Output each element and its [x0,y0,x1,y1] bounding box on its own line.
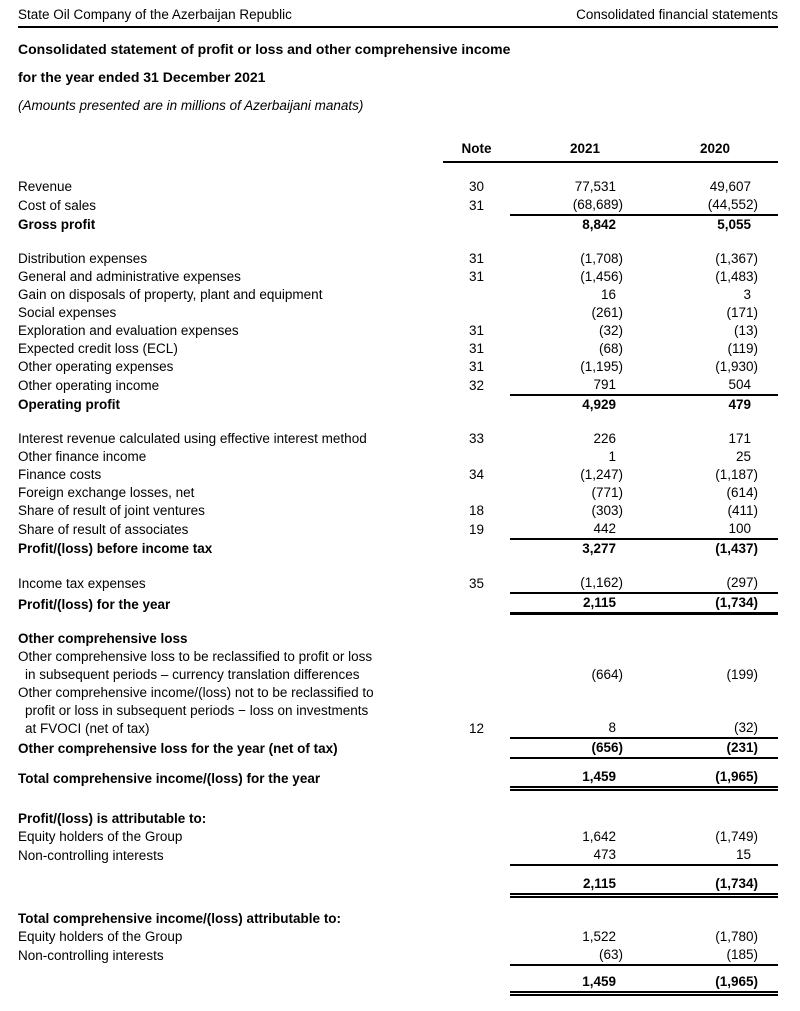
statement-row [18,196,778,215]
column-header-2020: 2020 [625,140,778,162]
statement-row [18,768,778,789]
row-label: Other operating income [18,378,160,393]
statement-row [18,178,778,196]
row-value-2021: 2,115 [510,875,625,896]
row-value-2020 [625,630,778,648]
row-label [18,973,443,994]
row-value-2020: (614) [726,485,758,500]
row-label: Gross profit [18,217,96,232]
row-note-ref: 31 [468,198,485,213]
statement-row [18,268,778,286]
statement-row [18,322,778,340]
row-label: Other operating expenses [18,359,174,374]
row-value-2021: 473 [510,846,625,865]
row-note-ref [443,484,510,502]
row-note-ref [443,946,510,965]
row-value-2021: (1,195) [580,359,623,374]
row-value-2020: 15 [625,846,778,865]
row-value-2021: 791 [510,376,625,395]
row-value-2021: (63) [510,946,625,965]
row-value-2020: (32) [625,684,778,738]
row-label: Share of result of associates [18,522,189,537]
row-label: Non-controlling interests [18,848,164,863]
report-type: Consolidated financial statements [576,7,778,22]
row-note-ref: 32 [468,378,485,393]
page-header [18,6,778,28]
row-spacer [18,558,778,574]
row-value-2020: 5,055 [717,217,751,232]
row-value-2020 [625,810,778,828]
row-label: Distribution expenses [18,251,148,266]
row-value-2020: (297) [625,574,778,593]
row-value-2020: 25 [735,449,751,464]
row-spacer [18,965,778,973]
row-label: Social expenses [18,305,117,320]
row-note-ref: 12 [468,720,485,736]
row-value-2020: (1,780) [715,928,758,944]
statement-title: Consolidated statement of profit or loss and other comprehensive income [18,41,511,57]
statement-table [18,140,778,996]
row-value-2020: (1,367) [715,251,758,266]
row-label: Total comprehensive income/(loss) for the year [18,771,321,786]
statement-row [18,250,778,268]
row-label: Share of result of joint ventures [18,503,205,518]
row-label: Equity holders of the Group [18,829,183,844]
row-label: Other comprehensive loss for the year (net of tax) [18,740,338,756]
row-value-2021: 1,459 [510,768,625,789]
row-note-ref [443,828,510,846]
row-note-ref [443,928,510,946]
row-value-2020: 504 [625,376,778,395]
spacer-cell [18,414,778,430]
row-value-2021: 226 [593,431,616,446]
row-note-ref [443,973,510,994]
row-note-ref [443,304,510,322]
row-note-ref: 19 [468,522,485,537]
statement-row [18,593,778,614]
row-spacer [18,234,778,250]
statement-row [18,973,778,994]
row-note-ref: 31 [468,359,485,374]
row-label: Profit/(loss) is attributable to: [18,811,207,826]
statement-row [18,648,778,684]
statement-row [18,875,778,896]
row-value-2020: (1,965) [625,768,778,789]
row-value-2020: 479 [728,397,751,412]
row-value-2021: (68,689) [510,196,625,215]
statement-row [18,738,778,758]
row-value-2021: (261) [591,305,623,320]
row-spacer [18,896,778,910]
row-label: Total comprehensive income/(loss) attributable to: [18,910,342,926]
row-value-2021: 2,115 [510,593,625,614]
row-value-2020: (199) [726,666,758,682]
row-note-ref: 33 [468,431,485,446]
row-value-2021: 1 [608,449,616,464]
row-value-2021: 1,459 [510,973,625,994]
row-label: Other comprehensive loss to be reclassified to profit or loss in subsequent periods – currency translation differences [18,648,373,682]
row-label: Other comprehensive income/(loss) not to be reclassified to profit or loss in subsequent periods − loss on investments at FVOCI (net of tax) [18,684,374,736]
row-value-2020: 3 [743,287,751,302]
row-value-2020: (1,965) [625,973,778,994]
statement-row [18,340,778,358]
row-value-2020: (185) [625,946,778,965]
statement-row [18,684,778,738]
row-value-2021: (1,162) [510,574,625,593]
statement-row [18,430,778,448]
row-value-2021: 77,531 [574,179,616,194]
row-note-ref [443,630,510,648]
row-note-ref [443,593,510,614]
row-label [18,875,443,896]
row-note-ref [443,910,510,928]
spacer-cell [18,758,778,768]
row-note-ref [443,875,510,896]
units-note: (Amounts presented are in millions of Azerbaijani manats) [18,98,364,113]
row-note-ref [443,768,510,789]
company-name: State Oil Company of the Azerbaijan Republic [18,7,292,22]
row-label: Equity holders of the Group [18,928,183,944]
statement-row [18,376,778,395]
spacer-cell [18,558,778,574]
row-value-2021: 1,642 [582,829,616,844]
statement-rows [18,162,778,993]
column-header-label [18,140,443,162]
statement-period: for the year ended 31 December 2021 [18,69,266,85]
spacer-cell [18,788,778,810]
row-label: Profit/(loss) for the year [18,596,171,612]
row-note-ref: 35 [468,576,485,591]
row-label: Exploration and evaluation expenses [18,323,239,338]
row-spacer [18,788,778,810]
statement-row [18,946,778,965]
row-label: Other finance income [18,449,147,464]
row-label: Foreign exchange losses, net [18,485,195,500]
row-value-2020: (1,483) [715,269,758,284]
row-note-ref: 18 [468,503,485,518]
row-note-ref: 31 [468,251,485,266]
row-spacer [18,865,778,875]
statement-row [18,630,778,648]
row-note-ref [443,395,510,414]
statement-row [18,828,778,846]
row-note-ref: 31 [468,323,485,338]
row-spacer [18,758,778,768]
statement-row [18,846,778,865]
row-value-2021: 16 [600,287,616,302]
statement-row [18,502,778,520]
row-value-2020: (119) [727,341,758,356]
statement-row [18,448,778,466]
statement-row [18,810,778,828]
statement-row [18,910,778,928]
spacer-cell [18,162,778,178]
row-value-2020: 171 [728,431,751,446]
row-value-2020: (44,552) [625,196,778,215]
row-value-2020: (171) [726,305,758,320]
row-value-2020: (13) [733,323,758,338]
row-value-2020 [625,910,778,928]
row-value-2020: 49,607 [709,179,751,194]
row-note-ref: 31 [468,269,485,284]
row-value-2020: (1,749) [715,829,758,844]
row-value-2021: (68) [598,341,623,356]
row-note-ref [443,286,510,304]
statement-row [18,304,778,322]
spacer-cell [18,614,778,630]
statement-row [18,466,778,484]
row-value-2021: (303) [591,503,623,518]
row-value-2021: (1,247) [580,467,623,482]
row-note-ref [443,846,510,865]
row-value-2020: (1,734) [625,875,778,896]
row-value-2021: 8,842 [582,217,616,232]
row-value-2020: (1,930) [715,359,758,374]
statement-row [18,395,778,414]
row-value-2020: (411) [727,503,758,518]
row-value-2021 [510,630,625,648]
row-value-2020: 100 [625,520,778,539]
row-label: Revenue [18,179,73,194]
row-note-ref: 30 [468,179,485,194]
row-label: General and administrative expenses [18,269,241,284]
spacer-cell [18,865,778,875]
statement-row [18,484,778,502]
row-value-2020: (1,187) [715,467,758,482]
row-value-2021: 442 [510,520,625,539]
statement-row [18,928,778,946]
row-value-2021: 1,522 [582,928,616,944]
row-label: Gain on disposals of property, plant and equipment [18,287,323,302]
row-value-2021: (1,708) [580,251,623,266]
row-label: Finance costs [18,467,102,482]
row-value-2021: (656) [510,738,625,758]
row-spacer [18,162,778,178]
statement-row [18,539,778,558]
row-spacer [18,414,778,430]
row-label: Expected credit loss (ECL) [18,341,178,356]
column-header-note: Note [443,140,510,162]
row-label: Profit/(loss) before income tax [18,541,213,556]
spacer-cell [18,896,778,910]
row-note-ref [443,810,510,828]
row-value-2020: (1,734) [625,593,778,614]
row-label: Other comprehensive loss [18,630,188,646]
row-note-ref [443,215,510,234]
row-note-ref [443,738,510,758]
row-value-2020: (1,437) [715,541,758,556]
row-value-2021: 4,929 [582,397,616,412]
row-value-2021: 3,277 [582,541,616,556]
row-label: Interest revenue calculated using effective interest method [18,431,367,446]
column-header-2021: 2021 [510,140,625,162]
row-value-2021 [510,910,625,928]
statement-row [18,286,778,304]
row-spacer [18,614,778,630]
row-note-ref: 31 [468,341,485,356]
row-value-2021: (664) [591,666,623,682]
column-header-row [18,140,778,162]
row-label: Income tax expenses [18,576,146,591]
row-label: Cost of sales [18,198,97,213]
row-note-ref: 34 [468,467,485,482]
spacer-cell [18,965,778,973]
row-note-ref [443,539,510,558]
row-value-2021: (32) [598,323,623,338]
row-label: Non-controlling interests [18,947,164,963]
row-note-ref [443,448,510,466]
row-note-ref [443,648,510,684]
statement-row [18,215,778,234]
row-value-2021 [510,810,625,828]
row-label: Operating profit [18,397,120,412]
row-value-2021: (1,456) [580,269,623,284]
row-value-2021: 8 [510,684,625,738]
spacer-cell [18,234,778,250]
statement-row [18,520,778,539]
statement-row [18,574,778,593]
row-value-2021: (771) [591,485,623,500]
row-value-2020: (231) [625,738,778,758]
statement-row [18,358,778,376]
